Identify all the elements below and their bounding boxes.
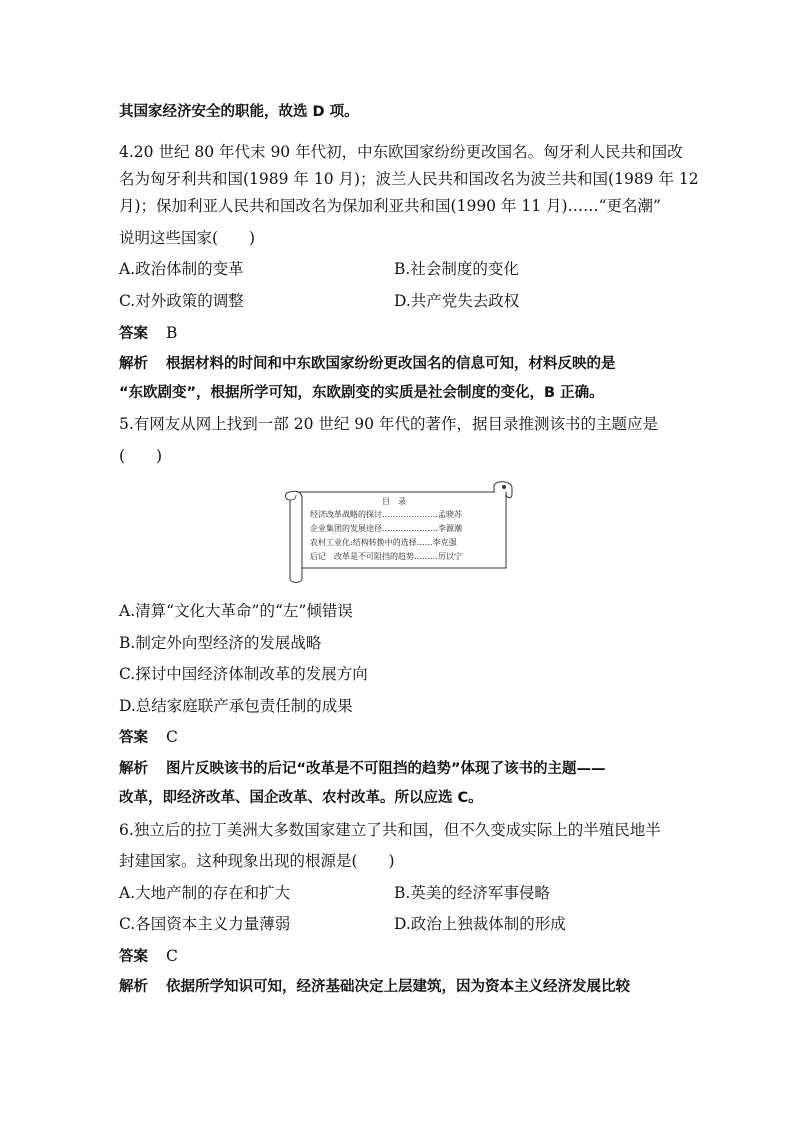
q4-stem-line-1: 4.20 世纪 80 年代末 90 年代初，中东欧国家纷纷更改国名。匈牙利人民共和国改	[119, 143, 683, 161]
q5-analysis-line-2: 改革，即经济改革、国企改革、农村改革。所以应选 C。	[119, 790, 483, 806]
scroll-entry: 后记 改革是不可阻挡的趋势………厉以宁	[310, 552, 462, 561]
q4-answer-value: B	[166, 324, 178, 342]
q6-analysis-text-1: 依据所学知识可知，经济基础决定上层建筑，因为资本主义经济发展比较	[166, 979, 630, 995]
q5-option-b: B.制定外向型经济的发展战略	[119, 634, 322, 652]
q6-answer	[119, 946, 178, 967]
q5-stem-line-1: 5.有网友从网上找到一部 20 世纪 90 年代的著作，据目录推测该书的主题应是	[119, 415, 658, 433]
q4-answer	[119, 323, 177, 344]
scroll-entry: 企业集团的发展途径…………………李源潮	[310, 524, 462, 533]
analysis-label: 解析	[119, 761, 148, 777]
q6-option-c: C.各国资本主义力量薄弱	[119, 915, 291, 933]
q5-option-c: C.探讨中国经济体制改革的发展方向	[119, 665, 368, 683]
analysis-label: 解析	[119, 979, 148, 995]
q4-option-a: A.政治体制的变革	[119, 260, 244, 278]
q4-option-d: D.共产党失去政权	[394, 292, 520, 310]
q4-stem-line-4: 说明这些国家( )	[119, 229, 256, 247]
answer-label: 答案	[119, 949, 148, 965]
q6-options-row-1	[119, 883, 550, 903]
q4-analysis-line-2: “东欧剧变”，根据所学可知，东欧剧变的实质是社会制度的变化，B 正确。	[119, 385, 604, 401]
q6-option-a: A.大地产制的存在和扩大	[119, 884, 291, 902]
q6-option-d: D.政治上独裁体制的形成	[394, 915, 566, 933]
q6-options-row-2	[119, 914, 566, 934]
q5-analysis-line-1	[119, 759, 606, 779]
q4-options-row-1	[119, 259, 519, 279]
q6-stem-line-2: 封建国家。这种现象出现的根源是( )	[119, 852, 395, 870]
answer-label: 答案	[119, 730, 148, 746]
q5-answer-value: C	[166, 728, 178, 746]
q4-options-row-2	[119, 291, 520, 311]
carry-over-line: 其国家经济安全的职能，故选 D 项。	[119, 104, 359, 120]
table-of-contents-scroll-figure	[282, 478, 514, 586]
q6-option-b: B.英美的经济军事侵略	[394, 884, 550, 902]
q5-option-a: A.清算“文化大革命”的“左”倾错误	[119, 602, 353, 620]
q5-answer	[119, 727, 178, 748]
q4-stem-line-3: 月)；保加利亚人民共和国改名为保加利亚共和国(1990 年 11 月)……“更名潮”	[119, 197, 661, 215]
q6-stem-line-1: 6.独立后的拉丁美洲大多数国家建立了共和国，但不久变成实际上的半殖民地半	[119, 821, 661, 839]
scroll-entry: 经济改革战略的探讨…………………孟晓苏	[310, 510, 462, 519]
q5-stem-line-2: ( )	[119, 447, 163, 465]
scroll-title: 目 录	[382, 497, 406, 506]
q4-analysis-line-1	[119, 354, 616, 374]
answer-label: 答案	[119, 326, 148, 342]
q4-option-b: B.社会制度的变化	[394, 260, 519, 278]
analysis-label: 解析	[119, 356, 148, 372]
q5-analysis-text-1: 图片反映该书的后记“改革是不可阻挡的趋势”体现了该书的主题——	[166, 761, 606, 777]
scroll-entry: 农村工业化:结构转换中的选择……李克强	[310, 538, 457, 547]
q4-stem-line-2: 名为匈牙利共和国(1989 年 10 月)；波兰人民共和国改名为波兰共和国(1989 年 12	[119, 170, 699, 188]
q6-analysis-line-1	[119, 977, 630, 997]
q5-option-d: D.总结家庭联产承包责任制的成果	[119, 697, 353, 715]
q6-answer-value: C	[166, 947, 178, 965]
q4-option-c: C.对外政策的调整	[119, 292, 244, 310]
q4-analysis-text-1: 根据材料的时间和中东欧国家纷纷更改国名的信息可知，材料反映的是	[166, 356, 616, 372]
